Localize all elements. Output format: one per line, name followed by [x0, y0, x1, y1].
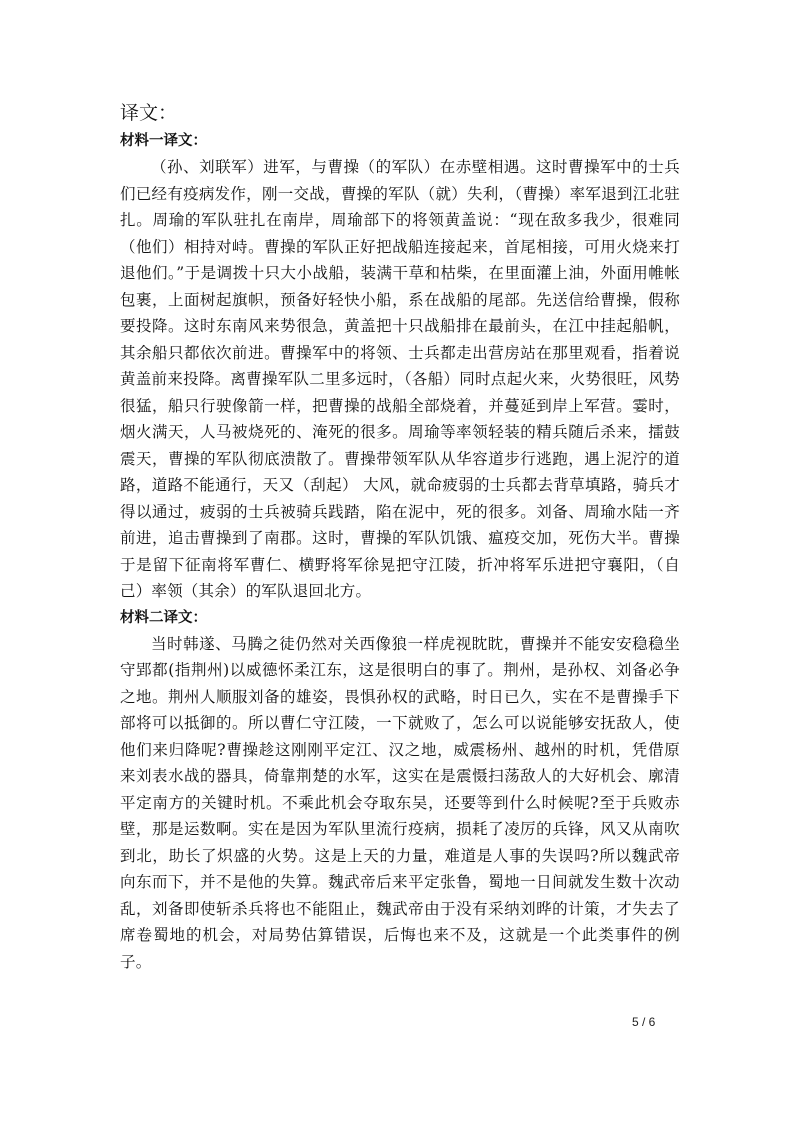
section-material-two	[120, 605, 680, 976]
document-body	[120, 100, 680, 975]
section-heading-material-one: 材料一译文：	[120, 132, 207, 149]
page-number: 5 / 6	[632, 1015, 656, 1029]
paragraph-material-one: （孙、刘联军）进军，与曹操（的军队）在赤壁相遇。这时曹操军中的士兵们已经有疫病发作，刚一交战，曹操的军队（就）失利，（曹操）率军退到江北驻扎。周瑜的军队驻扎在南岸，周瑜部下的将领黄盖说：“现在敌多我少，很难同（他们）相持对峙。曹操的军队正好把战船连接起来，首尾相接，可用火烧来打退他们。”于是调拨十只大小战船，装满干草和枯柴，在里面灌上油，外面用帷帐包裹，上面树起旗帜，预备好轻快小船，系在战船的尾部。先送信给曹操，假称要投降。这时东南风来势很急，黄盖把十只战船排在最前头，在江中挂起船帆，其余船只都依次前进。曹操军中的将领、士兵都走出营房站在那里观看，指着说黄盖前来投降。离曹操军队二里多远时，（各船）同时点起火来，火势很旺，风势很猛，船只行驶像箭一样，把曹操的战船全部烧着，并蔓延到岸上军营。霎时，烟火满天，人马被烧死的、淹死的很多。周瑜等率领轻装的精兵随后杀来，擂鼓震天，曹操的军队彻底溃散了。曹操带领军队从华容道步行逃跑，遇上泥泞的道路，道路不能通行，天又（刮起） 大风，就命疲弱的士兵都去背草填路，骑兵才得以通过，疲弱的士兵被骑兵践踏，陷在泥中，死的很多。刘备、周瑜水陆一齐前进，追击曹操到了南郡。这时，曹操的军队饥饿、瘟疫交加，死伤大半。曹操于是留下征南将军曹仁、横野将军徐晃把守江陵，折冲将军乐进把守襄阳，（自己）率领（其余）的军队退回北方。	[120, 158, 680, 600]
section-heading-material-two: 材料二译文：	[120, 608, 207, 626]
section-material-one	[120, 128, 680, 605]
paragraph-material-two: 当时韩遂、马腾之徒仍然对关西像狼一样虎视眈眈，曹操并不能安安稳稳坐守郢都(指荆州)以威德怀柔江东，这是很明白的事了。荆州，是孙权、刘备必争之地。荆州人顺服刘备的雄姿，畏惧孙权的武略，时日已久，实在不是曹操手下部将可以抵御的。所以曹仁守江陵，一下就败了，怎么可以说能够安抚敌人，使他们来归降呢?曹操趁这刚刚平定江、汉之地，威震杨州、越州的时机，凭借原来刘表水战的器具，倚靠荆楚的水军，这实在是震慑扫荡敌人的大好机会、廓清平定南方的关键时机。不乘此机会夺取东吴，还要等到什么时候呢?至于兵败赤壁，那是运数啊。实在是因为军队里流行疫病，损耗了凌厉的兵锋，风又从南吹到北，助长了炽盛的火势。这是上天的力量，难道是人事的失误吗?所以魏武帝向东而下，并不是他的失算。魏武帝后来平定张鲁，蜀地一日间就发生数十次动乱，刘备即使斩杀兵将也不能阻止，魏武帝由于没有采纳刘晔的计策，才失去了席卷蜀地的机会，对局势估算错误，后悔也来不及，这就是一个此类事件的例子。	[120, 634, 680, 971]
document-title: 译文：	[120, 102, 178, 124]
